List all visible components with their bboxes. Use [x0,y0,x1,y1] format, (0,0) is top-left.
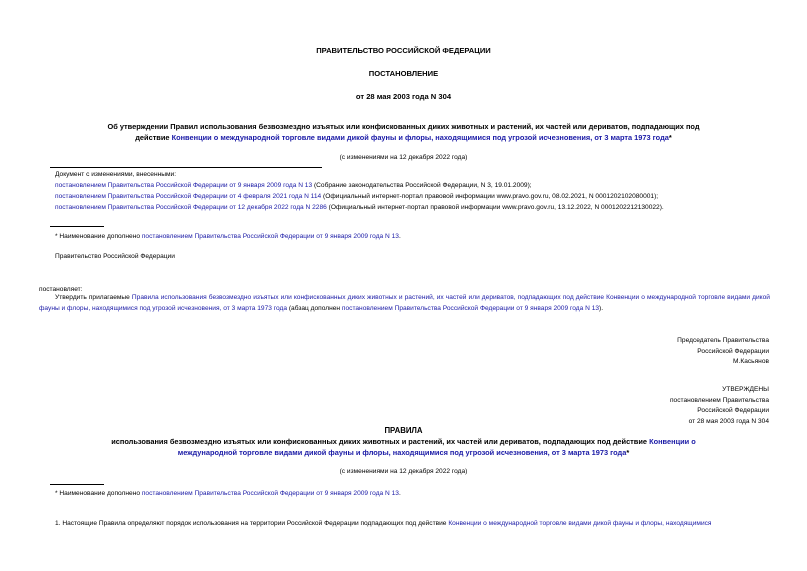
signature-country: Российской Федерации [697,347,769,355]
footnote-divider [50,226,104,227]
amendment-link[interactable]: постановлением Правительства Российской Федерации от 9 января 2009 года N 13 [341,304,600,312]
change-link[interactable]: постановлением Правительства Российской Федерации от 12 декабря 2022 года N 2286 [55,204,327,211]
rules-title-asterisk: * [626,448,630,457]
signature-block [677,336,769,368]
rules-link[interactable]: Правила использования безвозмездно изъятых или конфискованных диких животных и растений, их частей или дериватов, подпадающих под действие Конвенции о международной торговле видами дикой фауны и флоры, находящимися под угрозой исчезновения, от 3 марта 1973 года [39,294,770,312]
paragraph-1-text: 1. Настоящие Правила определяют порядок использования на территории Российской Федерации подпадающих под действие [55,520,449,527]
footnote-suffix: . [398,490,401,497]
signature-position: Председатель Правительства [677,337,769,344]
change-item [55,193,658,201]
change-source: (Собрание законодательства Российской Федерации, N 3, 19.01.2009); [312,182,532,189]
amendment-note: (с изменениями на 12 декабря 2022 года) [339,154,468,161]
change-item [55,182,532,190]
footnote-suffix: . [398,233,401,240]
convention-link[interactable]: Конвенции о международной торговле видами дикой фауны и флоры, находящимися под угрозой исчезновения, от 3 марта 1973 года [171,133,669,142]
paragraph-1 [55,520,712,528]
approve-paragraph [39,293,770,314]
footnote-link[interactable]: постановлением Правительства Российской Федерации от 9 января 2009 года N 13 [141,233,399,240]
footnote [55,233,401,241]
change-source: (Официальный интернет-портал правовой информации www.pravo.gov.ru, 13.12.2022, N 0001202212130022). [326,204,664,211]
government-text: Правительство Российской Федерации [55,253,175,260]
change-link[interactable]: постановлением Правительства Российской Федерации от 4 февраля 2021 года N 114 [55,193,322,200]
approve-mid: (абзац дополнен [287,304,342,312]
approved-label: УТВЕРЖДЕНЫ [722,386,769,393]
convention-link[interactable]: Конвенции о [649,437,696,446]
footnote [55,490,401,498]
changes-intro: Документ с изменениями, внесенными: [55,171,177,178]
signature-name: М.Касьянов [733,358,769,366]
divider [50,167,322,168]
title-line-1: Об утверждении Правил использования безвозмездно изъятых или конфискованных диких животных и растений, их частей или дериватов, подпадающих под [107,122,700,131]
footnote-prefix: * Наименование дополнено [55,490,142,497]
title-line-2 [0,133,807,142]
convention-link[interactable]: Конвенции о международной торговле видами дикой фауны и флоры, находящимися [448,520,712,527]
rules-title-text: использования безвозмездно изъятых или конфискованных диких животных и растений, их частей или дериватов, подпадающих под действие [111,437,650,446]
approved-by: постановлением Правительства [669,396,769,404]
approve-prefix: Утвердить прилагаемые [55,294,132,301]
change-link[interactable]: постановлением Правительства Российской Федерации от 9 января 2009 года N 13 [55,182,313,189]
approved-country: Российской Федерации [697,407,769,415]
decrees-text: постановляет: [39,286,83,293]
footnote-divider [50,484,104,485]
doc-type-heading: ПОСТАНОВЛЕНИЕ [368,69,439,78]
change-item [55,204,664,212]
date-number-heading: от 28 мая 2003 года N 304 [355,92,452,101]
change-source: (Официальный интернет-портал правовой информации www.pravo.gov.ru, 08.02.2021, N 0001202102080001); [321,193,659,200]
rules-title-line-1 [0,437,807,446]
amendment-note: (с изменениями на 12 декабря 2022 года) [339,468,468,475]
convention-link[interactable]: международной торговле видами дикой фауны и флоры, находящимися под угрозой исчезновения, от 3 марта 1973 года [177,448,627,457]
approve-suffix: ). [599,304,604,312]
rules-title-line-2 [0,448,807,457]
approved-block [670,385,769,427]
title-prefix: действие [135,133,172,142]
approved-date: от 28 мая 2003 года N 304 [688,417,769,425]
authority-heading: ПРАВИТЕЛЬСТВО РОССИЙСКОЙ ФЕДЕРАЦИИ [316,46,491,55]
footnote-prefix: * Наименование дополнено [55,233,142,240]
footnote-link[interactable]: постановлением Правительства Российской Федерации от 9 января 2009 года N 13 [141,490,399,497]
title-asterisk: * [668,133,672,142]
rules-heading: ПРАВИЛА [384,426,423,435]
